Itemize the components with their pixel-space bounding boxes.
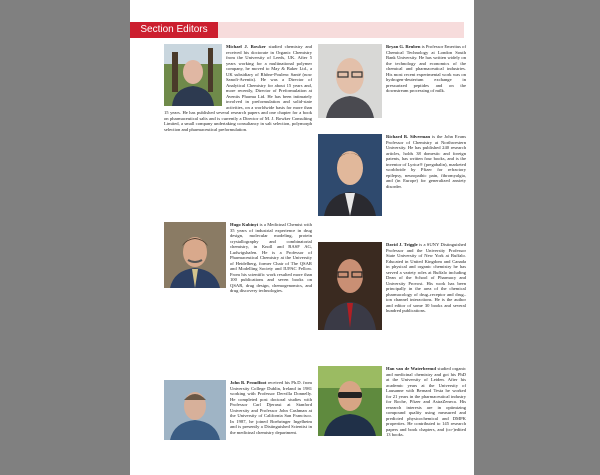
editor-entry: [318, 44, 466, 126]
left-column: [164, 44, 312, 475]
document-page: [130, 0, 474, 475]
section-title: Section Editors: [130, 22, 218, 38]
editor-bio: is a SUNY Distinguished Professor and the University Professor State University of New York at Buffalo. Educated in United Kingdom and Canada in physical and organic chemistry he has served a variety roles at Buffalo including Dean of the School of Pharmacy and University Provost. His work has been principally in the area of the chemical pharmacology of drug–receptor and drug–ion channel interactions. He is the author and editor of some 30 books and several hundred publications.: [386, 242, 466, 313]
editor-photo: [318, 366, 382, 436]
editor-photo: [164, 222, 226, 288]
editor-name: David J. Triggle: [386, 242, 418, 247]
editor-name: Richard B. Silverman: [386, 134, 431, 139]
editor-name: Bryan G. Reuben: [386, 44, 421, 49]
editor-bio: received his Ph.D. from University College Dublin, Ireland in 1981 working with Professor Dervilla Donnelly. He completed post doctoral studies with Professor Carl Djerassi at Stanford University and Professor John Cashman at the University of California San Francisco. In 1987, he joined Boehringer Ingelheim and is presently a Distinguished Scientist in the medicinal chemistry department.: [230, 380, 312, 435]
editor-entry: [318, 242, 466, 360]
editor-photo: [318, 242, 382, 330]
editor-name: John B. Proudfoot: [230, 380, 267, 385]
section-header-band: [130, 22, 464, 38]
editor-photo: [318, 134, 382, 216]
editor-bio: is Professor Emeritus of Chemical Technology at London South Bank University. He has written widely on the technology and economics of the chemical and pharmaceutical industries. His most recent experimental work was on hydrogen-deuterium exchange in pressurized peptides and on the downstream processing of milk.: [386, 44, 466, 93]
editor-bio: is the John Evans Professor of Chemistry at Northwestern University. He has published 240 research articles, holds 38 domestic and foreign patents, has written four books, and is the inventor of Lyrica® (pregabalin), marketed worldwide by Pfizer for refractory epilepsy, neuropathic pain, fibromyalgia, and (in Europe) for generalized anxiety disorder.: [386, 134, 466, 189]
editor-bio: is a Medicinal Chemist with 35 years of industrial experience in drug design, molecular modeling, protein crystallography and combinatorial chemistry, in Knoll and BASF AG, Ludwigshafen. He is a Professor of Pharmaceutical Chemistry at the University of Heidelberg, former Chair of The QSAR and Modelling Society and IUPAC Fellow. From his scientific work resulted more than 100 publications and seven books on QSAR, drug design, chemogenomics, and drug discovery technologies.: [230, 222, 312, 293]
right-column: [318, 44, 466, 446]
editor-entry: [318, 134, 466, 234]
editor-name: Han van de Waterbeemd: [386, 366, 436, 371]
editor-entry: [164, 380, 312, 475]
editor-bio: studied chemistry and received his doctorate in Organic Chemistry from the University of Leeds, UK. After 5 years working for a multinational polymer company, he moved to May & Baker Ltd., a UK subsidiary of Rhône-Poulenc Santé (now Sanofi-Aventis). He was a Director of Analytical Chemistry for about 15 years and, more recently, Director of Preformulation at Aventis Pharma Ltd. He has been intimately involved in preformulation and solid-state activities, on a worldwide basis for more than 15 years. He has published several research papers and one chapter for a book on pharmaceutical salts and is currently a Director of M. J. Bowker Consulting Limited, a small company undertaking consultancy in salt selection, polymorph selection and pharmaceutical preformulation.: [164, 44, 312, 132]
editor-entry: [164, 222, 312, 372]
editor-entry: [164, 44, 312, 204]
editor-name: Michael J. Bowker: [226, 44, 266, 49]
editor-photo: [164, 44, 222, 106]
editor-bio: studied organic and medicinal chemistry and got his PhD at the University of Leiden. After his academic years at the University of Lausanne with Bernard Testa he worked for 21 years in the pharmaceutical industry for Roche, Pfizer and AstraZeneca. His research interests are in optimizing compound quality using measured and predicted physicochemical and DMPK properties. He contributed to 145 research papers and book chapters, and (co-)edited 13 books.: [386, 366, 466, 437]
editor-photo: [164, 380, 226, 440]
editor-name: Hugo Kubinyi: [230, 222, 259, 227]
editor-photo: [318, 44, 382, 118]
editor-entry: [318, 366, 466, 446]
